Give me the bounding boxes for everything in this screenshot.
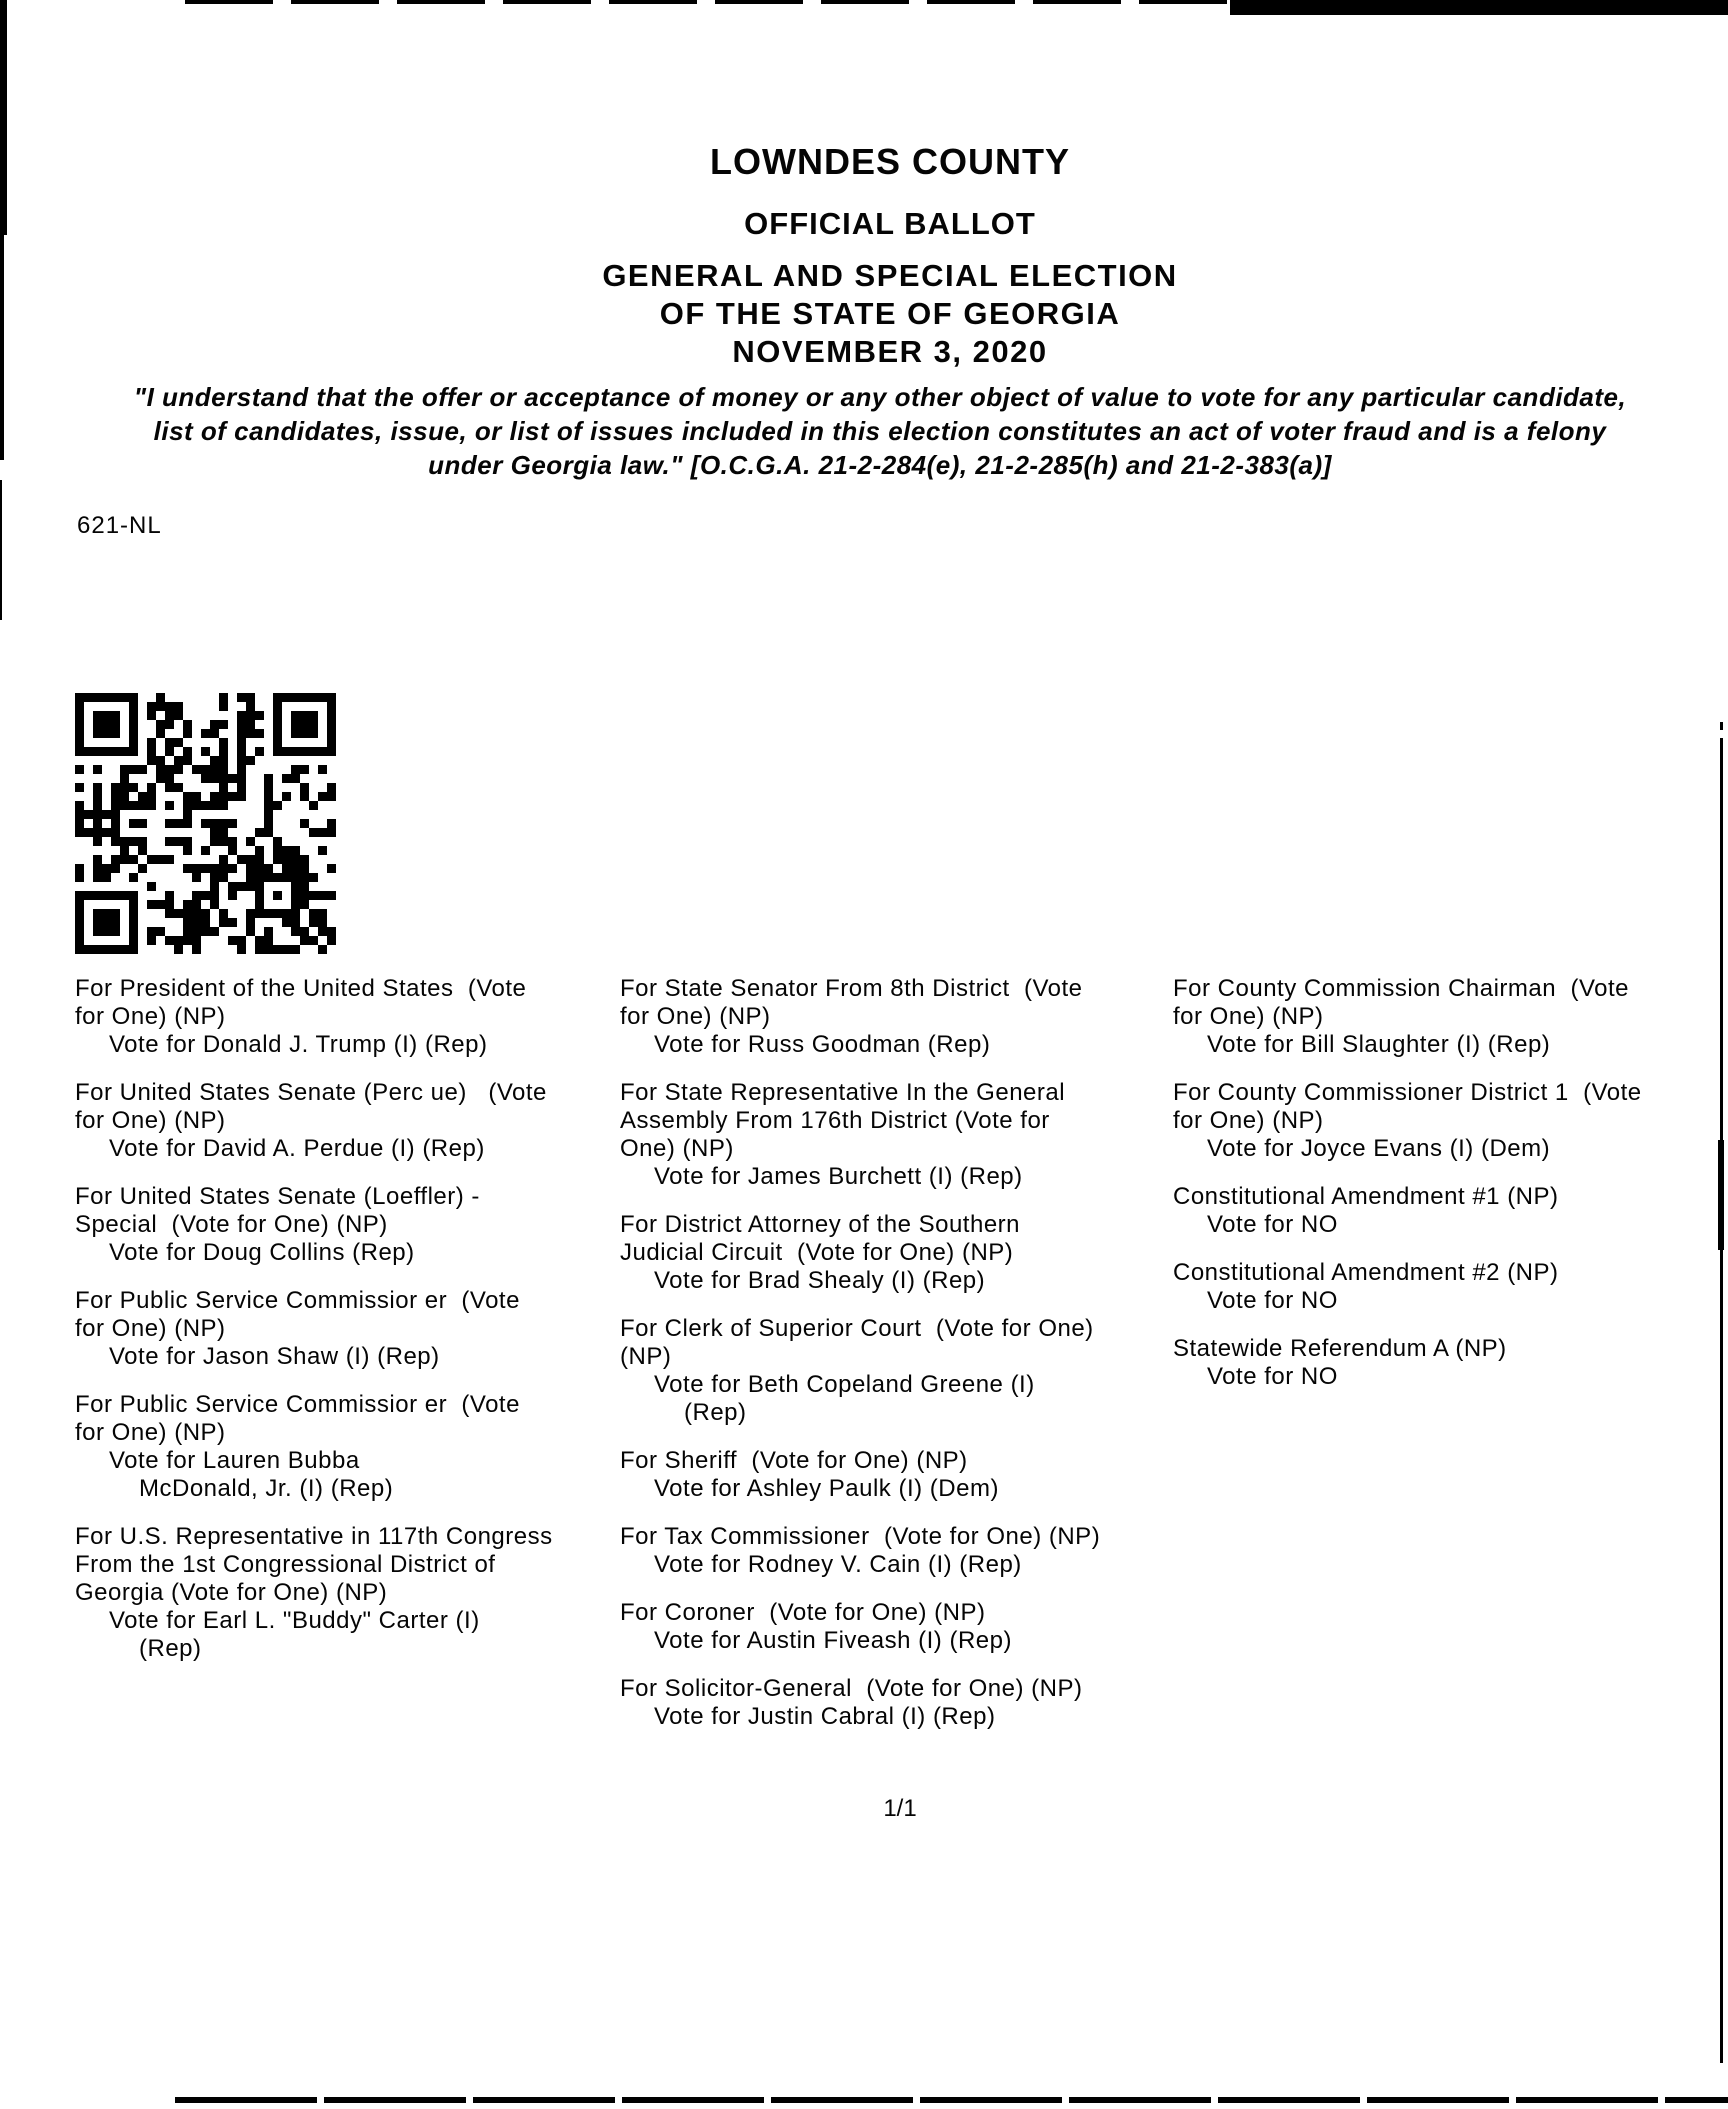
contest-title-line: Special (Vote for One) (NP): [75, 1211, 388, 1238]
election-title-line: OF THE STATE OF GEORGIA: [659, 296, 1121, 331]
column-3: [1173, 975, 1642, 1411]
vote-line: Vote for Bill Slaughter (I) (Rep): [1207, 1031, 1551, 1058]
vote-line: Vote for Ashley Paulk (I) (Dem): [654, 1475, 999, 1502]
contest: [620, 1315, 1100, 1427]
vote-line: Vote for Earl L. "Buddy" Carter (I): [109, 1607, 480, 1634]
contest: [620, 1447, 1100, 1503]
contest: [620, 1079, 1100, 1191]
contest-title-line: For State Representative In the General: [620, 1079, 1066, 1106]
contest-title-line: One) (NP): [620, 1135, 734, 1162]
vote-line: (Rep): [139, 1635, 202, 1662]
contest-title-line: For Sheriff (Vote for One) (NP): [620, 1447, 968, 1474]
vote-line: McDonald, Jr. (I) (Rep): [139, 1475, 394, 1502]
contest: [620, 1523, 1100, 1579]
contest-title-line: Constitutional Amendment #1 (NP): [1173, 1183, 1559, 1210]
ballot-title: OFFICIAL BALLOT: [744, 206, 1036, 241]
contest-title-line: For Clerk of Superior Court (Vote for One): [620, 1315, 1094, 1342]
contest-title-line: Statewide Referendum A (NP): [1173, 1335, 1507, 1362]
vote-line: Vote for Lauren Bubba: [109, 1447, 360, 1474]
vote-line: Vote for Jason Shaw (I) (Rep): [109, 1343, 440, 1370]
contest-title-line: for One) (NP): [1173, 1107, 1324, 1134]
vote-line: Vote for Brad Shealy (I) (Rep): [654, 1267, 986, 1294]
contest: [1173, 1079, 1642, 1163]
contest: [75, 1391, 553, 1503]
contest: [1173, 1183, 1642, 1239]
contest-title-line: for One) (NP): [75, 1419, 226, 1446]
vote-line: Vote for David A. Perdue (I) (Rep): [109, 1135, 485, 1162]
vote-line: Vote for NO: [1207, 1211, 1338, 1238]
contest-title-line: For United States Senate (Perc ue) (Vote: [75, 1079, 547, 1106]
column-2: [620, 975, 1100, 1751]
county-title: LOWNDES COUNTY: [710, 141, 1070, 182]
contest-title-line: For District Attorney of the Southern: [620, 1211, 1021, 1238]
contest-title-line: From the 1st Congressional District of: [75, 1551, 496, 1578]
vote-line: Vote for Rodney V. Cain (I) (Rep): [654, 1551, 1022, 1578]
scan-artifact-right-edge: [1720, 722, 1723, 730]
scan-artifact-bottom-edge: [175, 2097, 1728, 2103]
contest-title-line: For Coroner (Vote for One) (NP): [620, 1599, 986, 1626]
contest: [620, 1599, 1100, 1655]
vote-line: Vote for NO: [1207, 1363, 1338, 1390]
contest-title-line: For U.S. Representative in 117th Congress: [75, 1523, 553, 1550]
contest-title-line: For President of the United States (Vote: [75, 975, 527, 1002]
election-title-line: GENERAL AND SPECIAL ELECTION: [602, 258, 1178, 293]
contest-title-line: For United States Senate (Loeffler) -: [75, 1183, 480, 1210]
contest-title-line: for One) (NP): [75, 1107, 226, 1134]
contest: [75, 1079, 553, 1163]
contest-title-line: for One) (NP): [75, 1315, 226, 1342]
fraud-disclaimer: [0, 380, 1728, 482]
contest-title-line: For Public Service Commissior er (Vote: [75, 1287, 520, 1314]
vote-line: Vote for Russ Goodman (Rep): [654, 1031, 991, 1058]
page-number: 1/1: [883, 1795, 917, 1822]
contest: [75, 975, 553, 1059]
contest-title-line: For Solicitor-General (Vote for One) (NP): [620, 1675, 1083, 1702]
fraud-disclaimer-line: list of candidates, issue, or list of issues included in this election constitutes an act of voter fraud and is a felony: [153, 416, 1607, 446]
contest-title-line: For County Commissioner District 1 (Vote: [1173, 1079, 1642, 1106]
contest-title-line: Judicial Circuit (Vote for One) (NP): [620, 1239, 1014, 1266]
contest-title-line: Constitutional Amendment #2 (NP): [1173, 1259, 1559, 1286]
election-date: NOVEMBER 3, 2020: [732, 334, 1048, 369]
scan-artifact-left-edge: [0, 480, 2, 620]
ballot-style-code: 621-NL: [77, 512, 162, 539]
vote-line: Vote for James Burchett (I) (Rep): [654, 1163, 1023, 1190]
contest-title-line: for One) (NP): [620, 1003, 771, 1030]
column-1: [75, 975, 553, 1683]
contest-title-line: Assembly From 176th District (Vote for: [620, 1107, 1050, 1134]
fraud-disclaimer-line: "I understand that the offer or acceptance of money or any other object of value to vote for any particular candidate,: [133, 382, 1627, 412]
scan-artifact-right-edge: [1720, 738, 1723, 2063]
contest: [1173, 975, 1642, 1059]
contest-title-line: For State Senator From 8th District (Vote: [620, 975, 1083, 1002]
contest: [620, 975, 1100, 1059]
ballot-header: [0, 0, 1728, 371]
vote-line: (Rep): [684, 1399, 747, 1426]
vote-line: Vote for Joyce Evans (I) (Dem): [1207, 1135, 1551, 1162]
scan-artifact-right-edge: [1718, 1140, 1724, 1250]
contest-title-line: For Tax Commissioner (Vote for One) (NP): [620, 1523, 1101, 1550]
contest-title-line: For Public Service Commissior er (Vote: [75, 1391, 520, 1418]
contest: [620, 1675, 1100, 1731]
contest: [75, 1287, 553, 1371]
contest-title-line: for One) (NP): [75, 1003, 226, 1030]
contest-title-line: For County Commission Chairman (Vote: [1173, 975, 1629, 1002]
vote-line: Vote for NO: [1207, 1287, 1338, 1314]
contest: [1173, 1335, 1642, 1391]
contest: [1173, 1259, 1642, 1315]
contest-title-line: Georgia (Vote for One) (NP): [75, 1579, 388, 1606]
vote-line: Vote for Austin Fiveash (I) (Rep): [654, 1627, 1012, 1654]
contest: [620, 1211, 1100, 1295]
election-title: [0, 257, 1728, 371]
vote-line: Vote for Beth Copeland Greene (I): [654, 1371, 1035, 1398]
vote-line: Vote for Donald J. Trump (I) (Rep): [109, 1031, 488, 1058]
contest: [75, 1523, 553, 1663]
contest-title-line: for One) (NP): [1173, 1003, 1324, 1030]
fraud-disclaimer-line: under Georgia law." [O.C.G.A. 21-2-284(e), 21-2-285(h) and 21-2-383(a)]: [428, 450, 1332, 480]
qr-code: [75, 693, 336, 954]
contest-title-line: (NP): [620, 1343, 672, 1370]
contest: [75, 1183, 553, 1267]
vote-line: Vote for Doug Collins (Rep): [109, 1239, 415, 1266]
vote-line: Vote for Justin Cabral (I) (Rep): [654, 1703, 996, 1730]
